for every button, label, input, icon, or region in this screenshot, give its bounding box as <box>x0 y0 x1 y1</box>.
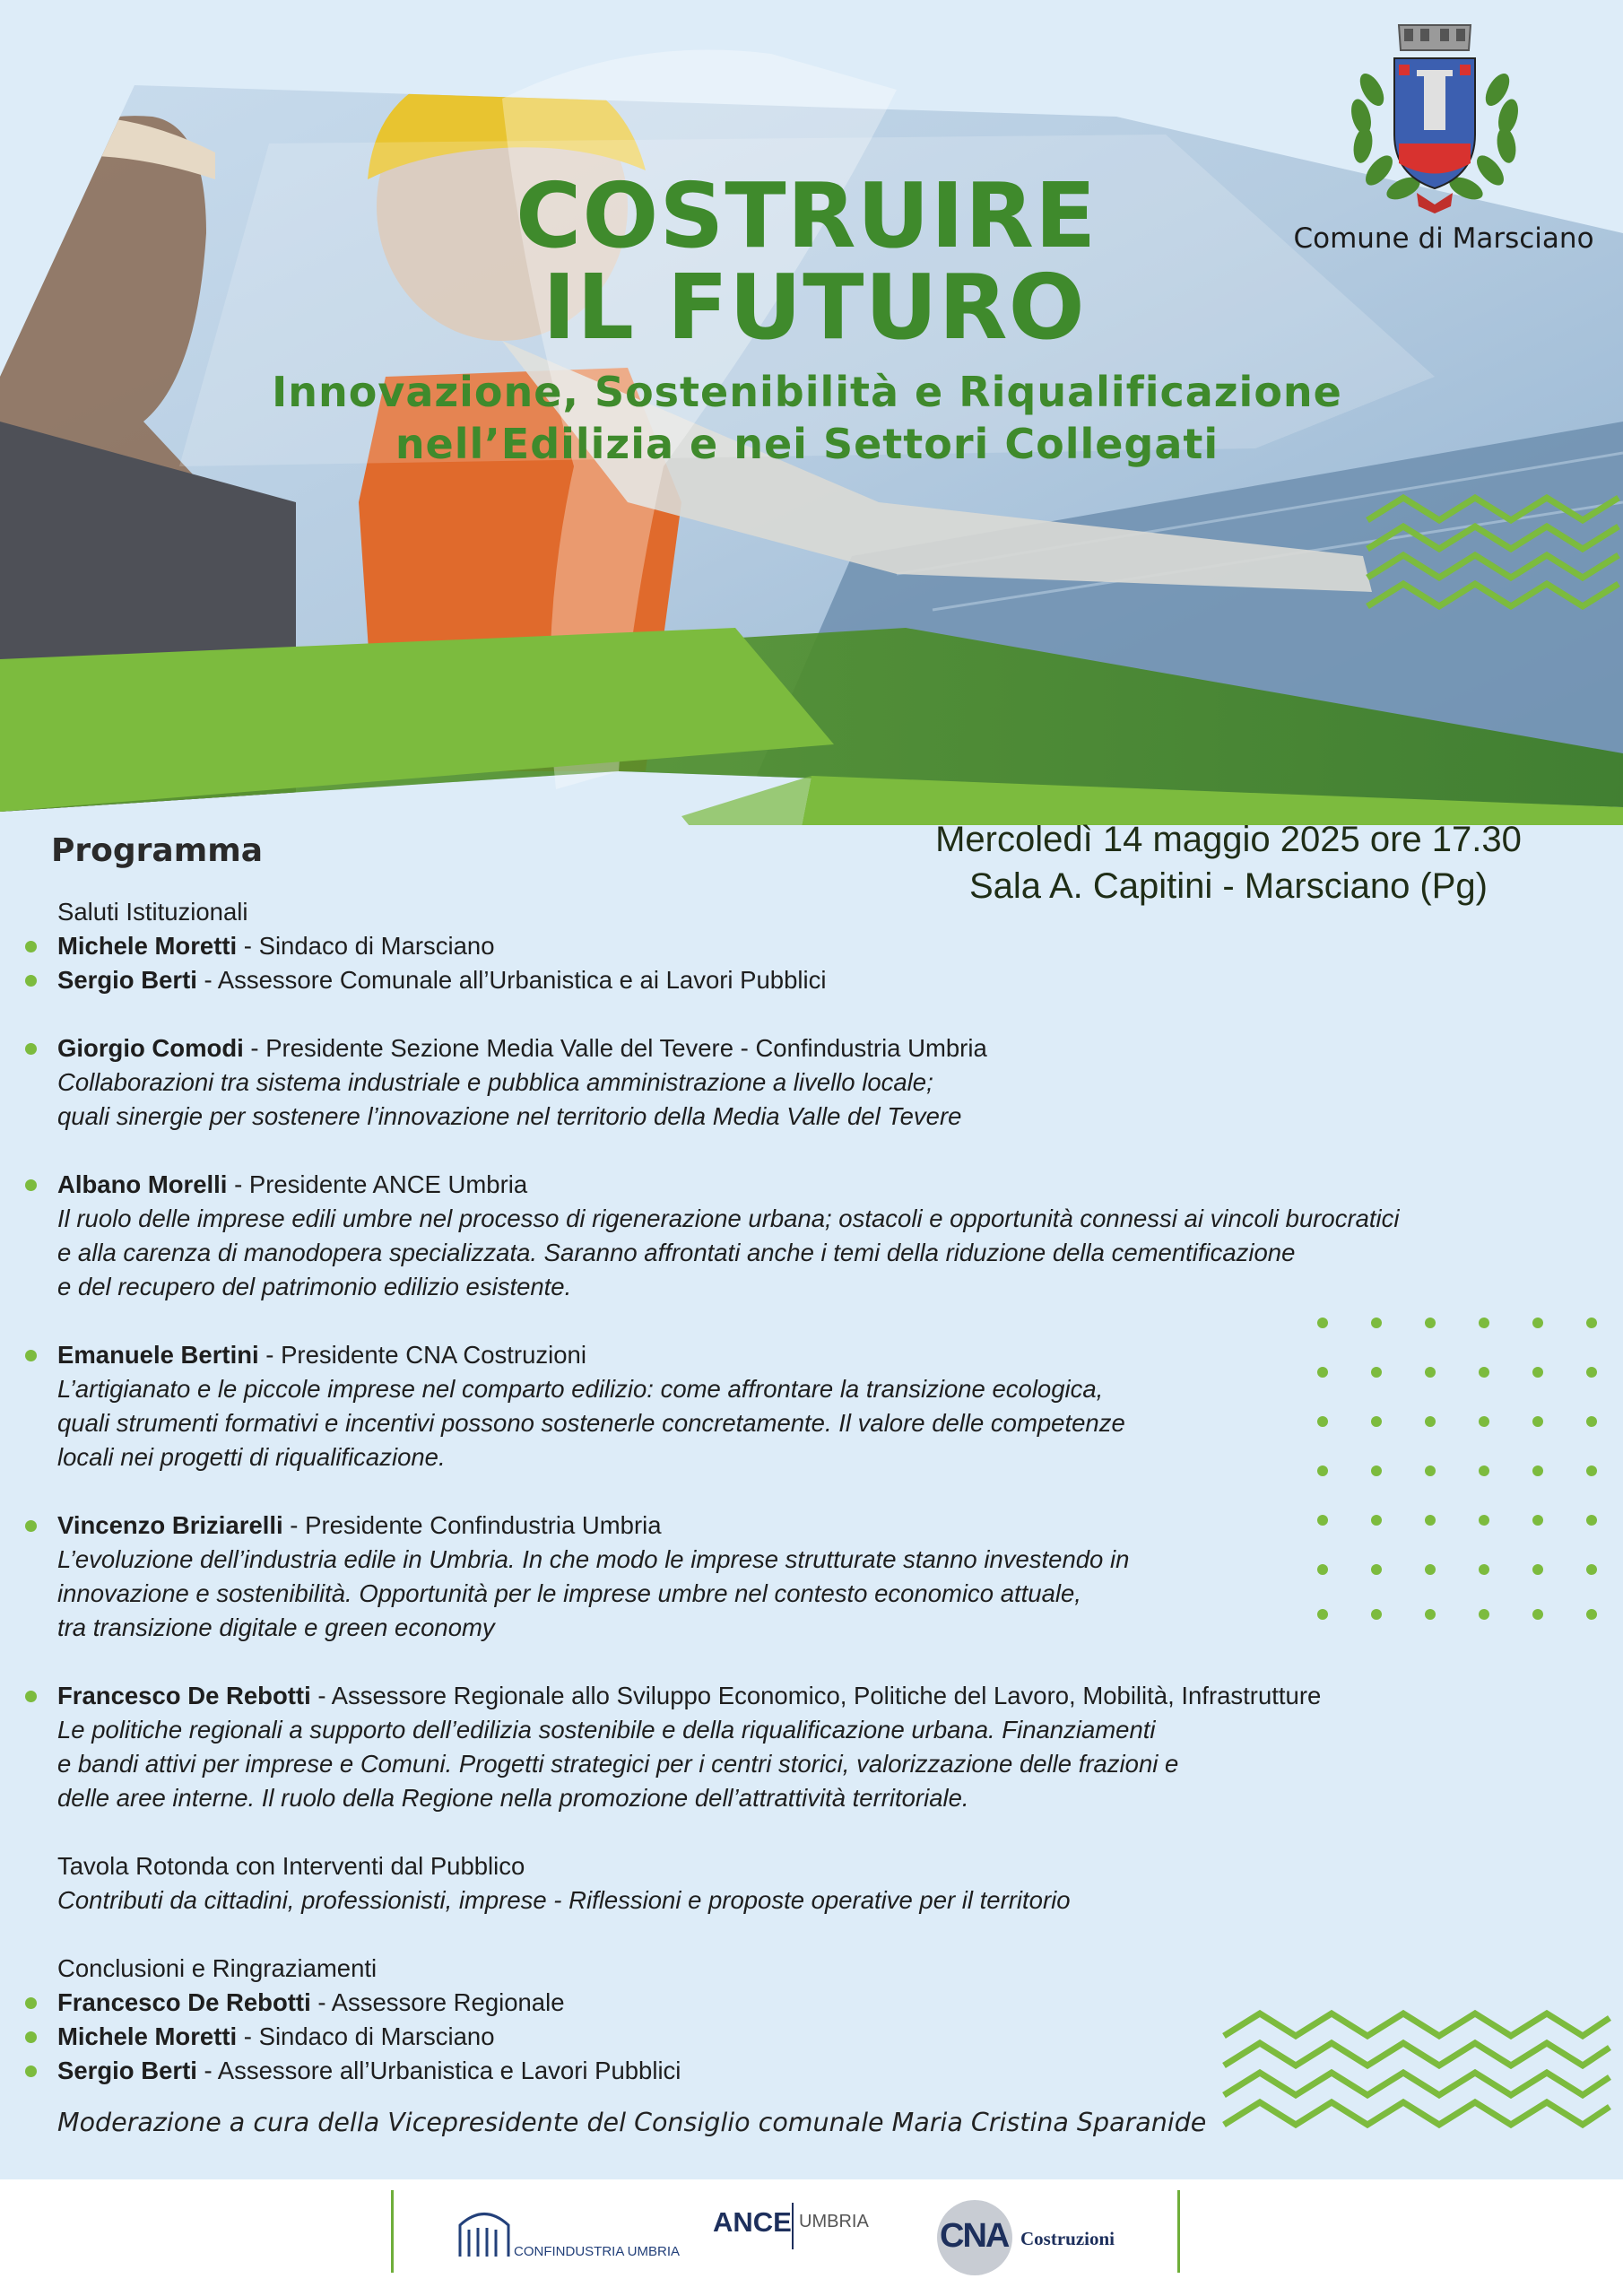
speaker-name: Sergio Berti <box>57 966 197 994</box>
conclusions-block <box>57 1952 1528 2088</box>
event-datetime: Mercoledì 14 maggio 2025 ore 17.30 <box>935 820 1522 859</box>
confindustria-icon <box>453 2203 516 2266</box>
speaker-block <box>57 1509 1528 1645</box>
subtitle-line: Innovazione, Sostenibilità e Riqualificazione <box>272 368 1342 416</box>
speaker-role: - Presidente CNA Costruzioni <box>258 1341 586 1369</box>
speaker-role: - Sindaco di Marsciano <box>237 932 495 960</box>
speaker-description: e del recupero del patrimonio edilizio esistente. <box>57 1273 572 1300</box>
list-item <box>57 929 1528 963</box>
speaker-role: - Sindaco di Marsciano <box>237 2022 495 2050</box>
title-line: COSTRUIRE <box>516 163 1098 268</box>
marsciano-crest-icon <box>1327 9 1542 224</box>
roundtable-heading: Tavola Rotonda con Interventi dal Pubblico <box>57 1852 525 1880</box>
confindustria-label: CONFINDUSTRIA UMBRIA <box>514 2244 681 2259</box>
speaker-description: Il ruolo delle imprese edili umbre nel processo di rigenerazione urbana; ostacoli e opportunità connessi ai vincoli burocratici <box>57 1205 1400 1232</box>
roundtable-description: Contributi da cittadini, professionisti, imprese - Riflessioni e proposte operative per il territorio <box>57 1886 1071 1914</box>
speaker-name: Francesco De Rebotti <box>57 1988 311 2016</box>
speaker-role: - Presidente Sezione Media Valle del Tevere - Confindustria Umbria <box>243 1034 987 1062</box>
speaker-description: tra transizione digitale e green economy <box>57 1613 495 1641</box>
subtitle-line: nell’Edilizia e nei Settori Collegati <box>395 420 1219 468</box>
speaker-role: - Assessore Regionale allo Sviluppo Economico, Politiche del Lavoro, Mobilità, Infrastrutture <box>310 1682 1322 1709</box>
speaker-description: e bandi attivi per imprese e Comuni. Progetti strategici per i centri storici, valorizzazione delle frazioni e <box>57 1750 1179 1778</box>
sponsor-footer <box>0 2179 1623 2296</box>
speaker-heading <box>57 1168 1528 1202</box>
speaker-name: Francesco De Rebotti <box>57 1682 311 1709</box>
speaker-description: L’artigianato e le piccole imprese nel comparto edilizio: come affrontare la transizione ecologica, <box>57 1375 1104 1403</box>
speaker-block <box>57 1168 1528 1304</box>
list-item <box>57 2054 1528 2088</box>
speaker-description: e alla carenza di manodopera specializzata. Saranno affrontati anche i temi della riduzione della cementificazione <box>57 1239 1296 1266</box>
event-subtitle <box>179 366 1435 470</box>
program-list <box>57 895 1528 2122</box>
speaker-description: Le politiche regionali a supporto dell’edilizia sostenibile e della riqualificazione urbana. Finanziamenti <box>57 1716 1156 1744</box>
list-item <box>57 1986 1528 2020</box>
conclusions-heading: Conclusioni e Ringraziamenti <box>57 1954 378 1982</box>
ance-logo <box>713 2197 892 2278</box>
speaker-description: quali strumenti formativi e incentivi possono sostenerle concretamente. Il valore delle competenze <box>57 1409 1125 1437</box>
speaker-name: Giorgio Comodi <box>57 1034 244 1062</box>
moderation-note: Moderazione a cura della Vicepresidente del Consiglio comunale Maria Cristina Sparanide <box>57 2108 1207 2137</box>
speaker-block <box>57 1031 1528 1134</box>
speaker-role: - Presidente ANCE Umbria <box>227 1170 528 1198</box>
ance-region: UMBRIA <box>799 2212 869 2231</box>
list-item <box>57 2020 1528 2054</box>
speaker-name: Emanuele Bertini <box>57 1341 259 1369</box>
speaker-description: delle aree interne. Il ruolo della Regione nella promozione dell’attrattività territoriale. <box>57 1784 969 1812</box>
comune-name: Comune di Marsciano <box>1293 222 1594 255</box>
event-location: Sala A. Capitini - Marsciano (Pg) <box>968 866 1488 906</box>
speaker-description: quali sinergie per sostenere l’innovazione nel territorio della Media Valle del Tevere <box>57 1102 962 1130</box>
speaker-block <box>57 1338 1528 1474</box>
cna-sub-label: Costruzioni <box>1020 2228 1115 2249</box>
speaker-role: - Presidente Confindustria Umbria <box>282 1511 662 1539</box>
speaker-heading <box>57 1338 1528 1372</box>
speaker-description: Collaborazioni tra sistema industriale e pubblica amministrazione a livello locale; <box>57 1068 933 1096</box>
speaker-role: - Assessore Comunale all’Urbanistica e ai Lavori Pubblici <box>196 966 827 994</box>
title-line: IL FUTURO <box>542 255 1086 360</box>
cna-label: CNA <box>940 2217 1009 2255</box>
greetings-heading: Saluti Istituzionali <box>57 898 248 926</box>
speaker-name: Michele Moretti <box>57 932 238 960</box>
footer-divider <box>1177 2190 1180 2273</box>
speaker-description: locali nei progetti di riqualificazione. <box>57 1443 446 1471</box>
list-item <box>57 963 1528 997</box>
cna-logo <box>934 2197 1150 2278</box>
footer-divider <box>391 2190 394 2273</box>
event-title <box>516 163 1143 360</box>
speaker-block <box>57 1679 1528 1815</box>
speaker-description: innovazione e sostenibilità. Opportunità per le imprese umbre nel contesto economico attuale, <box>57 1579 1081 1607</box>
speaker-name: Michele Moretti <box>57 2022 238 2050</box>
speaker-name: Albano Morelli <box>57 1170 228 1198</box>
speaker-heading <box>57 1509 1528 1543</box>
speaker-role: - Assessore all’Urbanistica e Lavori Pubblici <box>196 2057 681 2084</box>
speaker-description: L’evoluzione dell’industria edile in Umbria. In che modo le imprese strutturate stanno investendo in <box>57 1545 1130 1573</box>
ance-label: ANCE <box>713 2206 792 2238</box>
speaker-name: Sergio Berti <box>57 2057 197 2084</box>
speaker-heading <box>57 1031 1528 1065</box>
speaker-name: Vincenzo Briziarelli <box>57 1511 283 1539</box>
speaker-role: - Assessore Regionale <box>310 1988 565 2016</box>
greetings-block <box>57 895 1528 997</box>
speaker-heading <box>57 1679 1528 1713</box>
roundtable-block <box>57 1849 1528 1918</box>
program-title: Programma <box>51 832 264 869</box>
confindustria-logo <box>453 2197 686 2278</box>
